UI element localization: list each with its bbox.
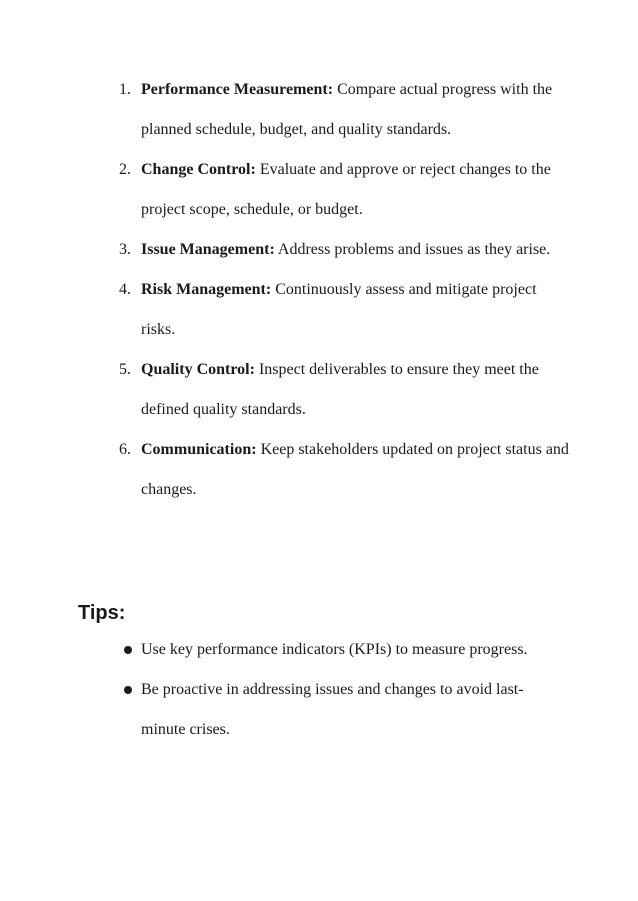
tip-item — [0, 670, 638, 750]
list-item-text — [141, 150, 571, 230]
tip-text: Use key performance indicators (KPIs) to measure progress. — [141, 641, 528, 658]
list-item-text — [141, 230, 571, 270]
list-item-text — [141, 430, 571, 510]
bullet-icon — [124, 646, 132, 654]
list-item-term: Issue Management: — [141, 241, 275, 258]
list-item-text — [141, 270, 571, 350]
list-item-description: Address problems and issues as they arise. — [277, 241, 551, 258]
list-item — [0, 270, 638, 350]
tip-text: Be proactive in addressing issues and changes to avoid last-minute crises. — [141, 681, 524, 738]
list-item-term: Performance Measurement: — [141, 81, 334, 98]
list-item-description: Inspect deliverables to ensure they meet the defined quality standards. — [141, 361, 539, 418]
list-item — [0, 70, 638, 150]
list-item-text — [141, 350, 571, 430]
list-number: 2. — [119, 161, 131, 178]
list-item — [0, 230, 638, 270]
list-number: 3. — [119, 241, 131, 258]
list-number: 4. — [119, 281, 131, 298]
tip-item — [0, 630, 638, 670]
list-item-term: Risk Management: — [141, 281, 272, 298]
list-item-term: Quality Control: — [141, 361, 255, 378]
list-item — [0, 430, 638, 510]
list-item-term: Communication: — [141, 441, 257, 458]
bullet-icon — [124, 686, 132, 694]
list-number: 6. — [119, 441, 131, 458]
list-item-text — [141, 70, 571, 150]
tips-list — [0, 630, 638, 750]
list-item-description: Evaluate and approve or reject changes to the project scope, schedule, or budget. — [141, 161, 551, 218]
list-item-term: Change Control: — [141, 161, 256, 178]
list-number: 5. — [119, 361, 131, 378]
list-number: 1. — [119, 81, 131, 98]
list-item — [0, 350, 638, 430]
tips-heading: Tips: — [78, 602, 126, 624]
list-item-description: Continuously assess and mitigate project risks. — [141, 281, 537, 338]
list-item — [0, 150, 638, 230]
list-item-description: Keep stakeholders updated on project status and changes. — [141, 441, 569, 498]
list-item-description: Compare actual progress with the planned schedule, budget, and quality standards. — [141, 81, 553, 138]
numbered-list — [0, 70, 638, 510]
